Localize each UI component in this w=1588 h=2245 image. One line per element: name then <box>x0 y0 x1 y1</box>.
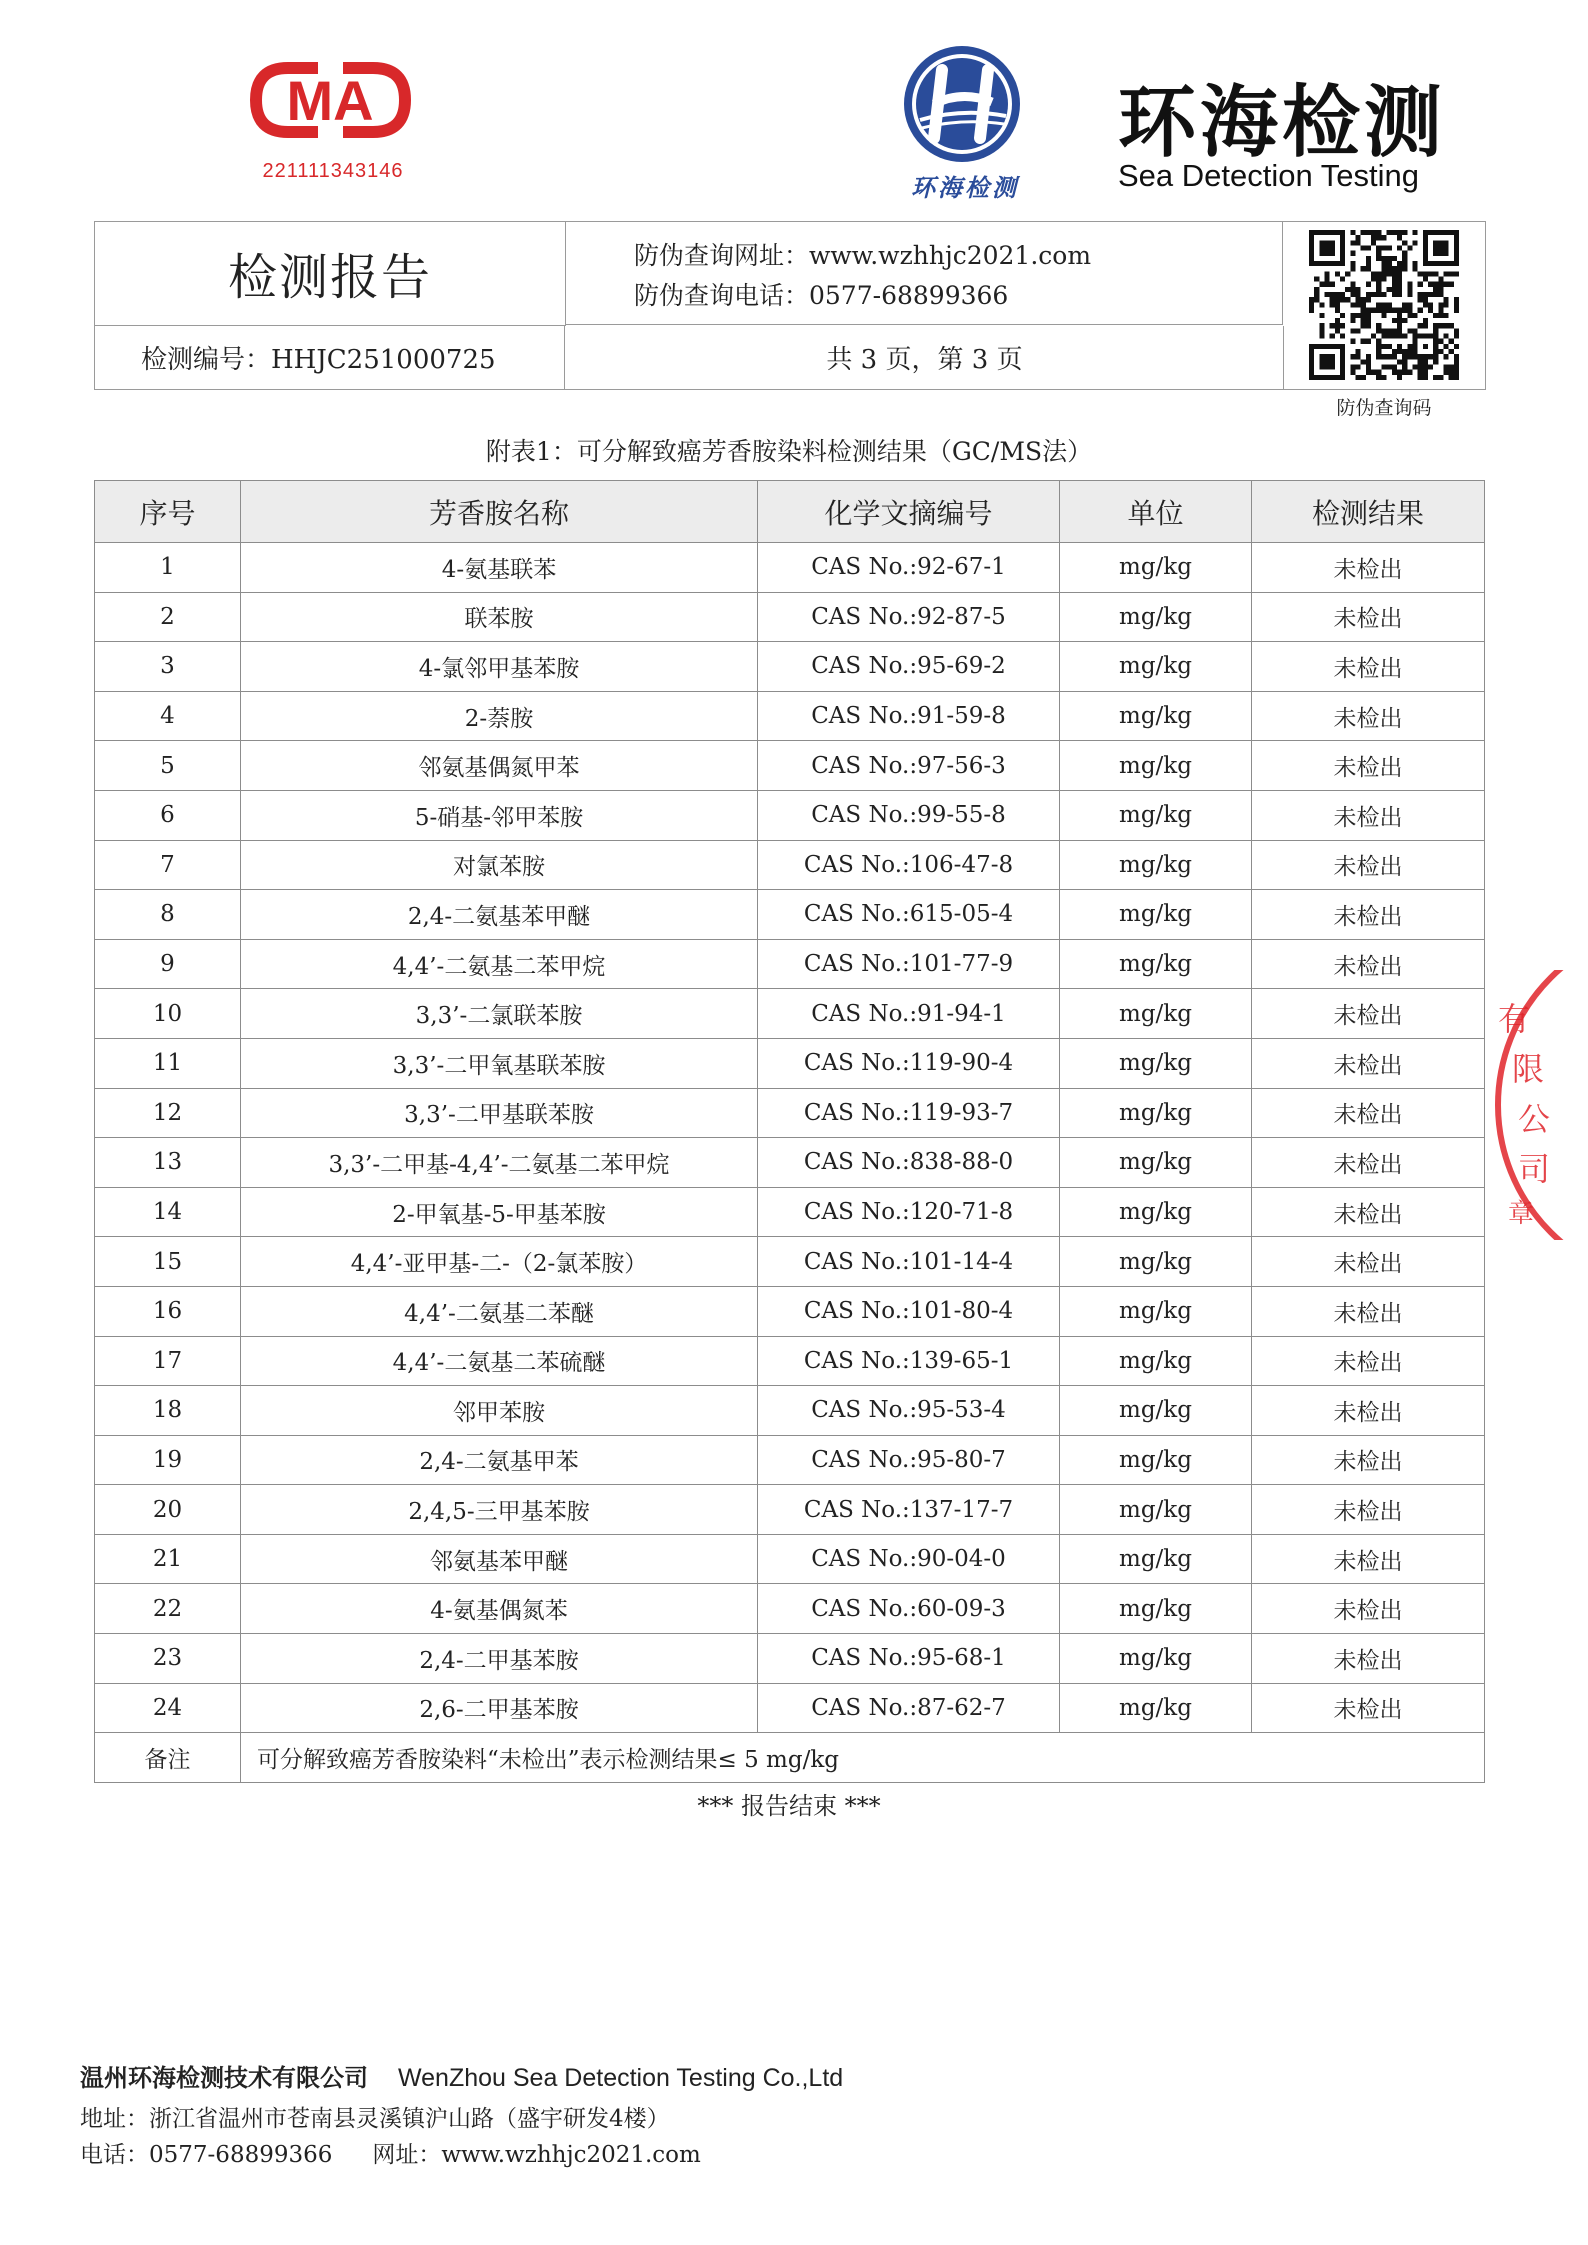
amine-name: 4-氨基偶氮苯 <box>241 1584 758 1634</box>
company-name-en: WenZhou Sea Detection Testing Co.,Ltd <box>398 2064 844 2092</box>
test-result: 未检出 <box>1252 691 1485 741</box>
cas-number: CAS No.:90-04-0 <box>758 1534 1060 1584</box>
unit: mg/kg <box>1060 790 1252 840</box>
unit: mg/kg <box>1060 1088 1252 1138</box>
unit: mg/kg <box>1060 1237 1252 1287</box>
report-title-cell <box>95 222 566 326</box>
cas-number: CAS No.:91-94-1 <box>758 989 1060 1039</box>
row-number: 9 <box>95 939 241 989</box>
svg-text:章: 章 <box>1508 1199 1535 1229</box>
table-row <box>95 592 1485 642</box>
amine-name: 4,4’-亚甲基-二-（2-氯苯胺） <box>241 1237 758 1287</box>
unit: mg/kg <box>1060 1634 1252 1684</box>
test-result: 未检出 <box>1252 1286 1485 1336</box>
row-number: 2 <box>95 592 241 642</box>
test-result: 未检出 <box>1252 1683 1485 1733</box>
row-number: 11 <box>95 1038 241 1088</box>
amine-name: 邻氨基偶氮甲苯 <box>241 741 758 791</box>
table-row <box>95 1634 1485 1684</box>
row-number: 14 <box>95 1187 241 1237</box>
report-title: 检测报告 <box>227 248 432 306</box>
table-row <box>95 1187 1485 1237</box>
row-number: 19 <box>95 1435 241 1485</box>
svg-text:司: 司 <box>1518 1150 1551 1188</box>
row-number: 13 <box>95 1138 241 1188</box>
unit: mg/kg <box>1060 890 1252 940</box>
cas-number: CAS No.:101-80-4 <box>758 1286 1060 1336</box>
report-header-box <box>94 221 1486 390</box>
note-row <box>95 1733 1485 1783</box>
table-row <box>95 543 1485 593</box>
test-result: 未检出 <box>1252 1584 1485 1634</box>
amine-name: 2,4,5-三甲基苯胺 <box>241 1485 758 1535</box>
amine-name: 2-甲氧基-5-甲基苯胺 <box>241 1187 758 1237</box>
row-number: 12 <box>95 1088 241 1138</box>
row-number: 3 <box>95 642 241 692</box>
header-no: 序号 <box>95 481 241 543</box>
table-row <box>95 790 1485 840</box>
table-title: 附表1：可分解致癌芳香胺染料检测结果（GC/MS法） <box>485 437 1093 466</box>
row-number: 4 <box>95 691 241 741</box>
test-result: 未检出 <box>1252 1435 1485 1485</box>
cas-number: CAS No.:95-53-4 <box>758 1386 1060 1436</box>
test-result: 未检出 <box>1252 989 1485 1039</box>
cas-number: CAS No.:101-14-4 <box>758 1237 1060 1287</box>
table-row <box>95 989 1485 1039</box>
svg-text:限: 限 <box>1512 1050 1545 1088</box>
header-result: 检测结果 <box>1252 481 1485 543</box>
unit: mg/kg <box>1060 741 1252 791</box>
amine-name: 5-硝基-邻甲苯胺 <box>241 790 758 840</box>
test-result: 未检出 <box>1252 1088 1485 1138</box>
table-row <box>95 1088 1485 1138</box>
table-header-row <box>95 481 1485 543</box>
page-info: 共 3 页，第 3 页 <box>566 326 1284 389</box>
test-result: 未检出 <box>1252 840 1485 890</box>
anti-fake-website: 防伪查询网址：www.wzhhjc2021.com <box>634 241 1092 270</box>
test-result: 未检出 <box>1252 1386 1485 1436</box>
amine-name: 2,4-二氨基苯甲醚 <box>241 890 758 940</box>
test-result: 未检出 <box>1252 543 1485 593</box>
table-row <box>95 691 1485 741</box>
row-number: 21 <box>95 1534 241 1584</box>
table-row <box>95 1386 1485 1436</box>
logo-caption: 环海检测 <box>911 173 1019 202</box>
unit: mg/kg <box>1060 1038 1252 1088</box>
footer-contact <box>80 2136 701 2169</box>
company-name-cn: 温州环海检测技术有限公司 <box>80 2064 368 2092</box>
cas-number: CAS No.:838-88-0 <box>758 1138 1060 1188</box>
unit: mg/kg <box>1060 1584 1252 1634</box>
cas-number: CAS No.:137-17-7 <box>758 1485 1060 1535</box>
header-name: 芳香胺名称 <box>241 481 758 543</box>
cas-number: CAS No.:87-62-7 <box>758 1683 1060 1733</box>
anti-fake-info <box>566 222 1283 325</box>
table-row <box>95 1336 1485 1386</box>
note-text: 可分解致癌芳香胺染料“未检出”表示检测结果≤ 5 mg/kg <box>241 1733 1485 1783</box>
footer-website: 网址：www.wzhhjc2021.com <box>372 2142 701 2168</box>
row-number: 7 <box>95 840 241 890</box>
report-number: 检测编号：HHJC251000725 <box>95 326 565 389</box>
table-row <box>95 1534 1485 1584</box>
row-number: 23 <box>95 1634 241 1684</box>
test-result: 未检出 <box>1252 790 1485 840</box>
cas-number: CAS No.:119-93-7 <box>758 1088 1060 1138</box>
cas-number: CAS No.:106-47-8 <box>758 840 1060 890</box>
report-end: *** 报告结束 *** <box>697 1792 881 1820</box>
test-result: 未检出 <box>1252 592 1485 642</box>
table-row <box>95 741 1485 791</box>
amine-name: 联苯胺 <box>241 592 758 642</box>
table-row <box>95 1683 1485 1733</box>
unit: mg/kg <box>1060 1138 1252 1188</box>
amine-name: 3,3’-二氯联苯胺 <box>241 989 758 1039</box>
cas-number: CAS No.:120-71-8 <box>758 1187 1060 1237</box>
test-result: 未检出 <box>1252 1534 1485 1584</box>
test-result: 未检出 <box>1252 1138 1485 1188</box>
footer-company <box>80 2058 843 2093</box>
svg-text:有: 有 <box>1498 1000 1531 1038</box>
cas-number: CAS No.:60-09-3 <box>758 1584 1060 1634</box>
table-row <box>95 1435 1485 1485</box>
unit: mg/kg <box>1060 1435 1252 1485</box>
unit: mg/kg <box>1060 1683 1252 1733</box>
note-label: 备注 <box>95 1733 241 1783</box>
table-row <box>95 1038 1485 1088</box>
cas-number: CAS No.:101-77-9 <box>758 939 1060 989</box>
amine-name: 3,3’-二甲基-4,4’-二氨基二苯甲烷 <box>241 1138 758 1188</box>
amine-name: 4-氯邻甲基苯胺 <box>241 642 758 692</box>
amine-name: 4,4’-二氨基二苯硫醚 <box>241 1336 758 1386</box>
amine-name: 3,3’-二甲基联苯胺 <box>241 1088 758 1138</box>
row-number: 10 <box>95 989 241 1039</box>
amine-name: 3,3’-二甲氧基联苯胺 <box>241 1038 758 1088</box>
brand-name-en: Sea Detection Testing <box>1118 158 1420 193</box>
test-result: 未检出 <box>1252 642 1485 692</box>
qr-caption: 防伪查询码 <box>1336 397 1432 419</box>
test-result: 未检出 <box>1252 1485 1485 1535</box>
row-number: 24 <box>95 1683 241 1733</box>
cas-number: CAS No.:99-55-8 <box>758 790 1060 840</box>
header-unit: 单位 <box>1060 481 1252 543</box>
footer-address: 地址：浙江省温州市苍南县灵溪镇沪山路（盛宇研发4楼） <box>80 2106 670 2132</box>
svg-text:公: 公 <box>1518 1100 1551 1138</box>
test-result: 未检出 <box>1252 1634 1485 1684</box>
table-row <box>95 939 1485 989</box>
sea-detection-logo-icon <box>900 42 1024 166</box>
amine-name: 2-萘胺 <box>241 691 758 741</box>
unit: mg/kg <box>1060 1386 1252 1436</box>
cas-number: CAS No.:95-80-7 <box>758 1435 1060 1485</box>
table-row <box>95 890 1485 940</box>
footer-phone: 电话：0577-68899366 <box>80 2142 333 2168</box>
test-result: 未检出 <box>1252 1336 1485 1386</box>
amine-name: 邻氨基苯甲醚 <box>241 1534 758 1584</box>
cas-number: CAS No.:139-65-1 <box>758 1336 1060 1386</box>
row-number: 6 <box>95 790 241 840</box>
cas-number: CAS No.:92-87-5 <box>758 592 1060 642</box>
test-result: 未检出 <box>1252 1237 1485 1287</box>
table-row <box>95 1485 1485 1535</box>
amine-name: 邻甲苯胺 <box>241 1386 758 1436</box>
cas-number: CAS No.:95-69-2 <box>758 642 1060 692</box>
company-seal-icon <box>1478 970 1588 1240</box>
cas-number: CAS No.:91-59-8 <box>758 691 1060 741</box>
test-result: 未检出 <box>1252 1187 1485 1237</box>
unit: mg/kg <box>1060 1485 1252 1535</box>
unit: mg/kg <box>1060 1286 1252 1336</box>
cas-number: CAS No.:97-56-3 <box>758 741 1060 791</box>
table-row <box>95 1138 1485 1188</box>
results-table <box>94 480 1485 1783</box>
row-number: 5 <box>95 741 241 791</box>
amine-name: 2,6-二甲基苯胺 <box>241 1683 758 1733</box>
cma-number: 221111343146 <box>262 160 404 182</box>
cas-number: CAS No.:119-90-4 <box>758 1038 1060 1088</box>
test-result: 未检出 <box>1252 939 1485 989</box>
unit: mg/kg <box>1060 642 1252 692</box>
cas-number: CAS No.:95-68-1 <box>758 1634 1060 1684</box>
table-row <box>95 1286 1485 1336</box>
row-number: 16 <box>95 1286 241 1336</box>
row-number: 20 <box>95 1485 241 1535</box>
table-row <box>95 1237 1485 1287</box>
amine-name: 4-氨基联苯 <box>241 543 758 593</box>
row-number: 15 <box>95 1237 241 1287</box>
unit: mg/kg <box>1060 691 1252 741</box>
amine-name: 4,4’-二氨基二苯甲烷 <box>241 939 758 989</box>
cma-mark-text: MA <box>286 69 374 132</box>
table-body <box>95 543 1485 1733</box>
table-row <box>95 642 1485 692</box>
unit: mg/kg <box>1060 840 1252 890</box>
row-number: 1 <box>95 543 241 593</box>
amine-name: 对氯苯胺 <box>241 840 758 890</box>
unit: mg/kg <box>1060 543 1252 593</box>
cma-logo <box>248 58 413 158</box>
cas-number: CAS No.:92-67-1 <box>758 543 1060 593</box>
row-number: 17 <box>95 1336 241 1386</box>
brand-name-cn: 环海检测 <box>1118 78 1447 168</box>
test-result: 未检出 <box>1252 1038 1485 1088</box>
unit: mg/kg <box>1060 1534 1252 1584</box>
amine-name: 2,4-二氨基甲苯 <box>241 1435 758 1485</box>
row-number: 8 <box>95 890 241 940</box>
unit: mg/kg <box>1060 1187 1252 1237</box>
row-number: 22 <box>95 1584 241 1634</box>
qr-code-icon <box>1309 230 1459 380</box>
cas-number: CAS No.:615-05-4 <box>758 890 1060 940</box>
unit: mg/kg <box>1060 592 1252 642</box>
test-result: 未检出 <box>1252 890 1485 940</box>
unit: mg/kg <box>1060 989 1252 1039</box>
amine-name: 4,4’-二氨基二苯醚 <box>241 1286 758 1336</box>
anti-fake-phone: 防伪查询电话：0577-68899366 <box>634 281 1009 310</box>
unit: mg/kg <box>1060 939 1252 989</box>
table-row <box>95 1584 1485 1634</box>
test-result: 未检出 <box>1252 741 1485 791</box>
amine-name: 2,4-二甲基苯胺 <box>241 1634 758 1684</box>
table-row <box>95 840 1485 890</box>
header-cas: 化学文摘编号 <box>758 481 1060 543</box>
unit: mg/kg <box>1060 1336 1252 1386</box>
row-number: 18 <box>95 1386 241 1436</box>
